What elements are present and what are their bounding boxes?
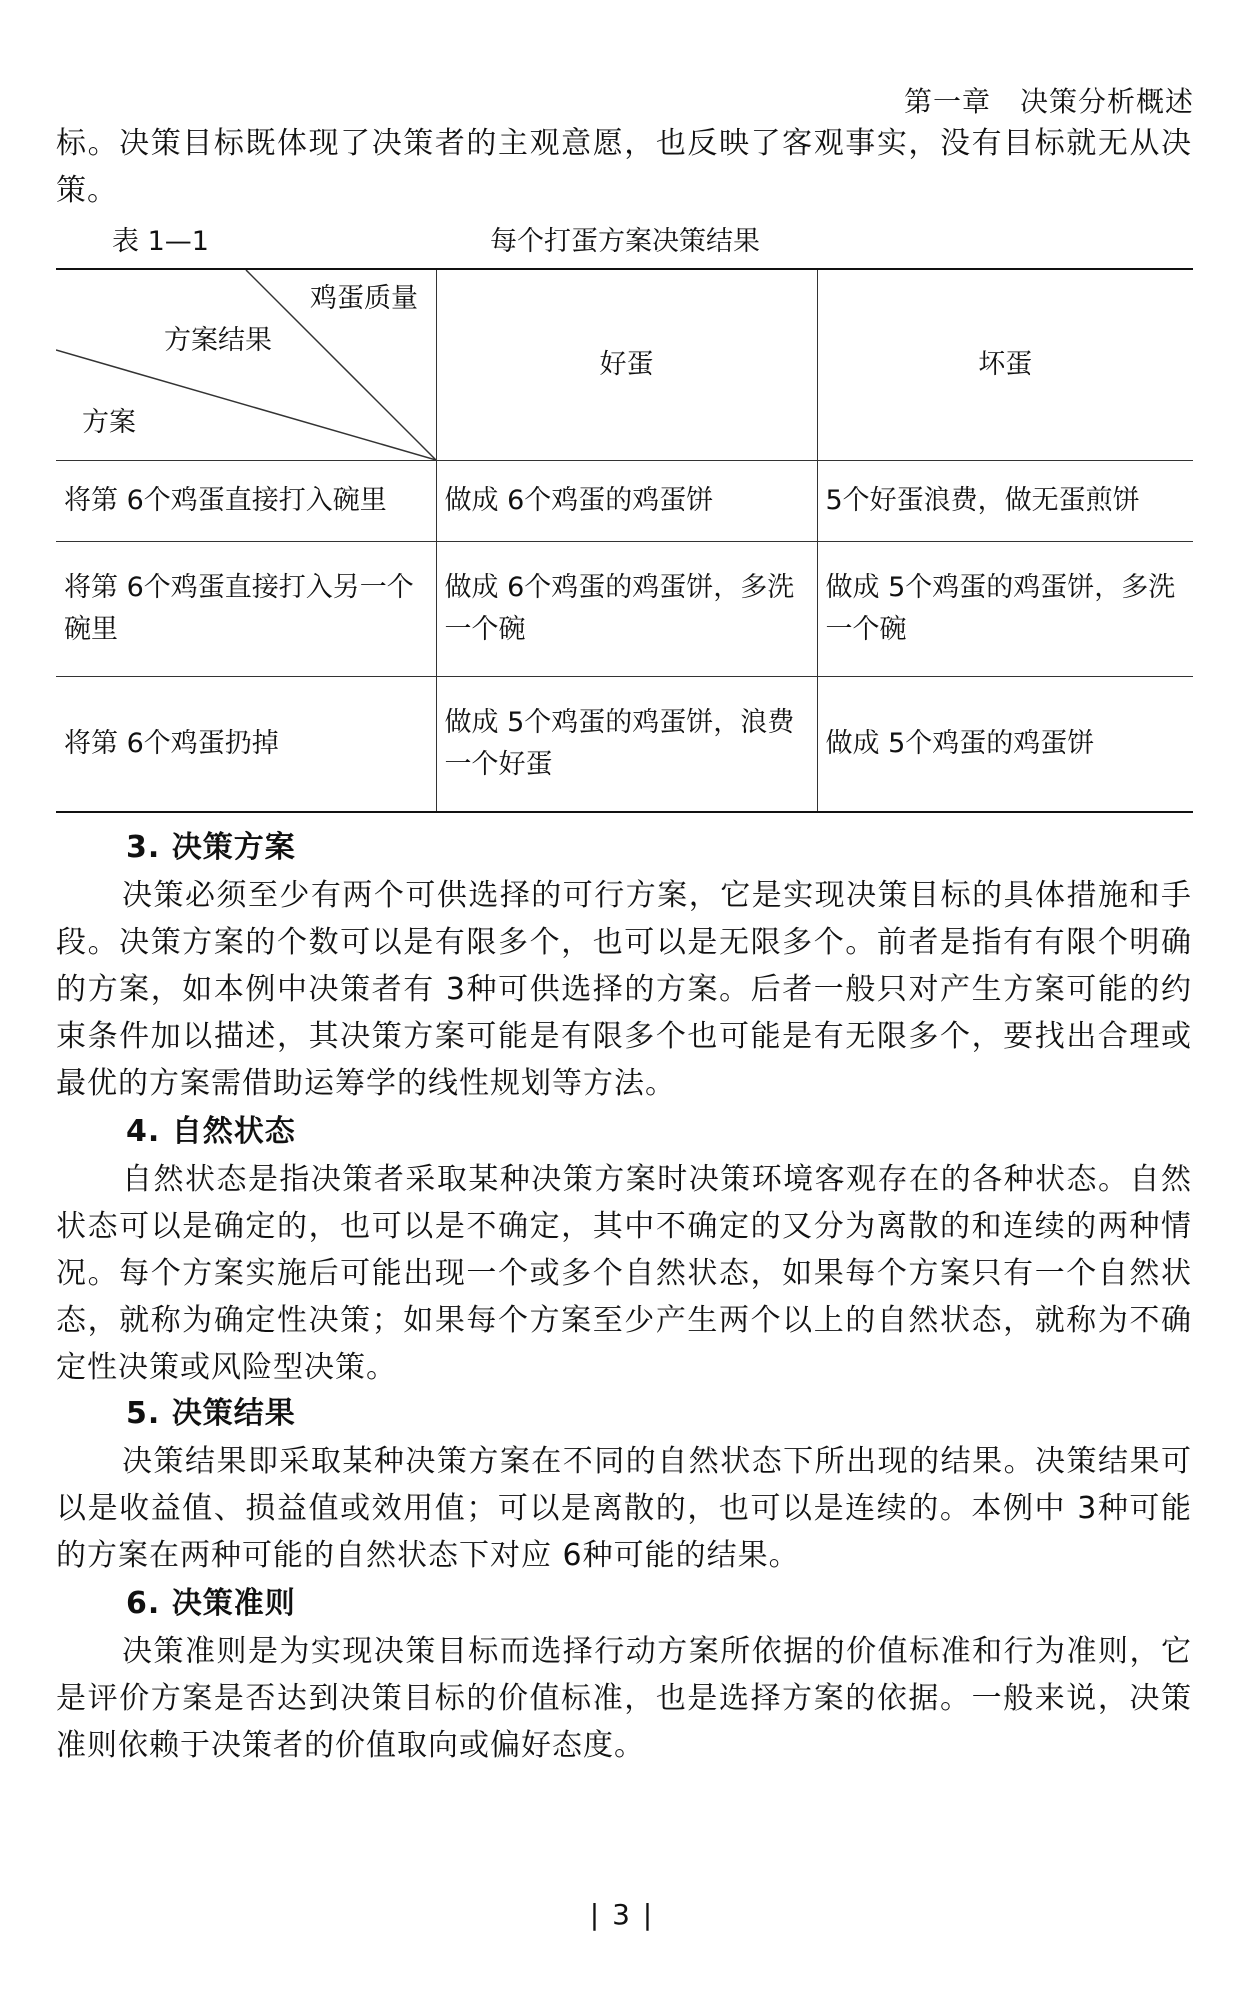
bad-result-cell: 做成 5个鸡蛋的鸡蛋饼，多洗一个碗	[817, 542, 1193, 677]
section-body: 决策结果即采取某种决策方案在不同的自然状态下所出现的结果。决策结果可以是收益值、损益值或效用值；可以是离散的，也可以是连续的。本例中 3种可能的方案在两种可能的自然状态下对应 6种可能的结果。	[56, 1444, 1192, 1573]
table-row	[56, 461, 1193, 542]
section-body: 自然状态是指决策者采取某种决策方案时决策环境客观存在的各种状态。自然状态可以是确定的，也可以是不确定，其中不确定的又分为离散的和连续的两种情况。每个方案实施后可能出现一个或多个自然状态，如果每个方案只有一个自然状态，就称为确定性决策；如果每个方案至少产生两个以上的自然状态，就称为不确定性决策或风险型决策。	[56, 1162, 1192, 1385]
table-number: 表 1—1	[112, 226, 209, 257]
good-result-cell: 做成 5个鸡蛋的鸡蛋饼，浪费一个好蛋	[436, 677, 817, 813]
column-header-good-egg: 好蛋	[436, 269, 817, 461]
table-row	[56, 677, 1193, 813]
good-result-cell: 做成 6个鸡蛋的鸡蛋饼，多洗一个碗	[436, 542, 817, 677]
bad-result-cell: 做成 5个鸡蛋的鸡蛋饼	[817, 677, 1193, 813]
running-header: 第一章 决策分析概述	[903, 85, 1194, 118]
intro-paragraph: 标。决策目标既体现了决策者的主观意愿，也反映了客观事实，没有目标就无从决策。	[56, 126, 1192, 208]
bad-result-cell: 5个好蛋浪费，做无蛋煎饼	[817, 461, 1193, 542]
corner-label-plan: 方案	[82, 407, 136, 438]
column-header-bad-egg: 坏蛋	[817, 269, 1193, 461]
section-heading: 5. 决策结果	[126, 1396, 296, 1431]
good-result-cell: 做成 6个鸡蛋的鸡蛋饼	[436, 461, 817, 542]
corner-label-result: 方案结果	[164, 325, 272, 356]
table-title: 每个打蛋方案决策结果	[490, 226, 760, 257]
plan-cell: 将第 6个鸡蛋直接打入碗里	[56, 461, 436, 542]
section-heading: 4. 自然状态	[126, 1114, 296, 1149]
table-corner-cell	[56, 269, 436, 461]
section-body: 决策准则是为实现决策目标而选择行动方案所依据的价值标准和行为准则，它是评价方案是否达到决策目标的价值标准，也是选择方案的依据。一般来说，决策准则依赖于决策者的价值取向或偏好态度。	[56, 1634, 1192, 1763]
corner-label-egg-quality: 鸡蛋质量	[310, 283, 418, 314]
page-number: | 3 |	[589, 1898, 655, 1931]
table-row	[56, 542, 1193, 677]
decision-table	[56, 268, 1193, 813]
plan-cell: 将第 6个鸡蛋直接打入另一个碗里	[56, 542, 436, 677]
plan-cell: 将第 6个鸡蛋扔掉	[56, 677, 436, 813]
section-heading: 6. 决策准则	[126, 1586, 296, 1621]
section-body: 决策必须至少有两个可供选择的可行方案，它是实现决策目标的具体措施和手段。决策方案的个数可以是有限多个，也可以是无限多个。前者是指有有限个明确的方案，如本例中决策者有 3种可供选择的方案。后者一般只对产生方案可能的约束条件加以描述，其决策方案可能是有限多个也可能是有无限多个，要找出合理或最优的方案需借助运筹学的线性规划等方法。	[56, 878, 1192, 1101]
section-heading: 3. 决策方案	[126, 830, 296, 865]
